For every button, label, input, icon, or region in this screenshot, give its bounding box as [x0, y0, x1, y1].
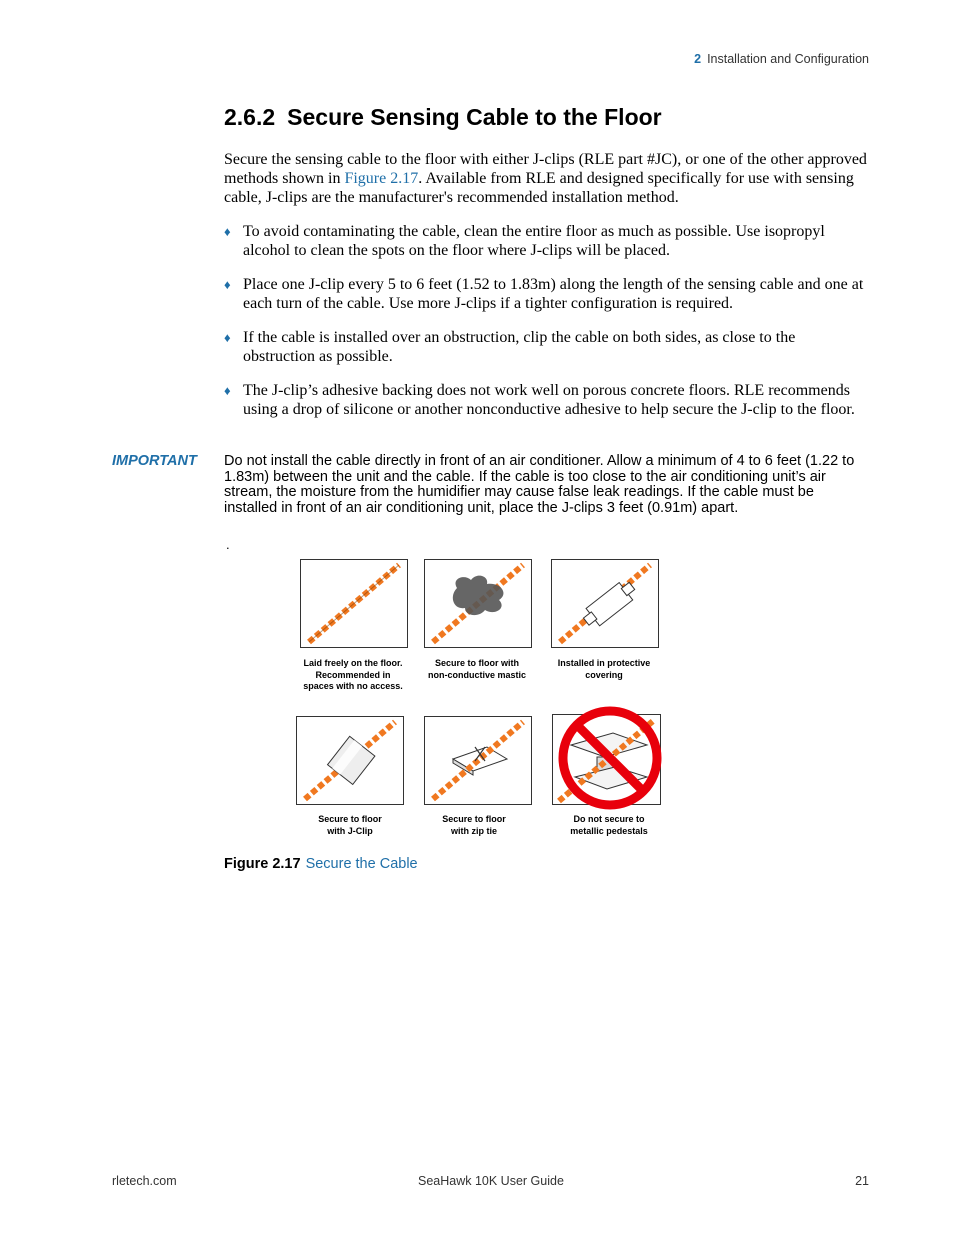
- caption-line: Secure to floor with: [434, 658, 519, 668]
- caption-line: spaces with no access.: [303, 681, 403, 691]
- list-item: [224, 222, 869, 260]
- intro-paragraph: [224, 150, 869, 207]
- caption-line: with J-Clip: [327, 825, 373, 836]
- figure-link[interactable]: Figure 2.17: [344, 170, 419, 187]
- protective-covering-illustration: [552, 560, 658, 647]
- important-label: IMPORTANT: [112, 453, 197, 469]
- cable-methods-figure: [295, 558, 665, 843]
- panel-zip-tie: [424, 716, 532, 805]
- chapter-title: Installation and Configuration: [707, 52, 869, 66]
- diamond-bullet-icon: ♦: [224, 330, 231, 345]
- diamond-bullet-icon: ♦: [224, 277, 231, 292]
- zip-tie-illustration: [425, 717, 531, 804]
- footer-page-number: 21: [855, 1174, 869, 1188]
- list-item-text: Place one J-clip every 5 to 6 feet (1.52 to 1.83m) along the length of the sensing cable and one at each turn of the cable. Use more J-clips if a tighter configuration is required.: [243, 276, 864, 312]
- caption-line: Laid freely on the floor.: [303, 658, 403, 668]
- list-item: [224, 275, 869, 313]
- prohibited-icon: [555, 703, 665, 813]
- figure-label: Figure 2.17: [224, 856, 301, 872]
- list-item-text: The J-clip’s adhesive backing does not work well on porous concrete floors. RLE recommends using a drop of silicone or another nonconductive adhesive to help secure the J-clip to the floor.: [243, 382, 855, 418]
- list-item-text: If the cable is installed over an obstruction, clip the cable on both sides, as close to the obstruction as possible.: [243, 329, 796, 365]
- list-item: [224, 381, 869, 419]
- jclip-illustration: [297, 717, 403, 804]
- stray-dot: .: [226, 537, 230, 552]
- panel-protective: [551, 559, 659, 648]
- caption-line: Do not secure to: [573, 814, 645, 824]
- running-header: [694, 52, 869, 66]
- caption-line: Installed in protective: [557, 658, 651, 668]
- caption-zip-tie: [409, 814, 539, 837]
- caption-jclip: [285, 814, 415, 837]
- caption-line: metallic pedestals: [570, 825, 648, 836]
- intro-text-end: . Available from RLE and designed specifically for use with sensing cable, J-clips are the manufacturer's recommended installation method.: [224, 170, 854, 206]
- caption-line: Secure to floor: [318, 814, 382, 824]
- section-heading: [224, 104, 662, 131]
- caption-mastic: [412, 658, 542, 681]
- caption-protective: [539, 658, 669, 681]
- caption-line: Secure to floor: [442, 814, 506, 824]
- mastic-illustration: [425, 560, 531, 647]
- panel-jclip: [296, 716, 404, 805]
- list-item: [224, 328, 869, 366]
- caption-metallic-pedestals: [544, 814, 674, 837]
- figure-title: Secure the Cable: [305, 856, 418, 872]
- instruction-list: [224, 222, 869, 434]
- panel-laid-freely: [300, 559, 408, 648]
- intro-text-start: Secure the sensing cable to the floor with either J-clips (RLE part #JC), or one of the other approved methods shown in: [224, 151, 867, 187]
- chapter-number: 2: [694, 52, 702, 66]
- section-title: Secure Sensing Cable to the Floor: [287, 104, 662, 130]
- important-note: Do not install the cable directly in front of an air conditioner. Allow a minimum of 4 to 6 feet (1.22 to 1.83m) between the unit and the cable. If the cable is too close to the air conditioning unit’s air stream, the moisture from the humidifier may cause false leak readings. If the cable must be installed in front of an air conditioning unit, place the J-clips 3 feet (0.91m) apart.: [224, 453, 855, 516]
- list-item-text: To avoid contaminating the cable, clean the entire floor as much as possible. Use isopropyl alcohol to clean the spots on the floor where J-clips will be placed.: [243, 223, 825, 259]
- figure-caption: [224, 856, 418, 872]
- caption-line: non-conductive mastic: [427, 669, 526, 680]
- diamond-bullet-icon: ♦: [224, 383, 231, 398]
- diamond-bullet-icon: ♦: [224, 224, 231, 239]
- caption-line: covering: [585, 669, 623, 680]
- footer-document-title: SeaHawk 10K User Guide: [418, 1174, 564, 1188]
- caption-line: with zip tie: [451, 825, 497, 836]
- panel-mastic: [424, 559, 532, 648]
- free-cable-illustration: [301, 560, 407, 647]
- caption-line: Recommended in: [315, 669, 391, 680]
- footer-website: rletech.com: [112, 1174, 177, 1188]
- caption-laid-freely: [288, 658, 418, 693]
- section-number: 2.6.2: [224, 104, 276, 130]
